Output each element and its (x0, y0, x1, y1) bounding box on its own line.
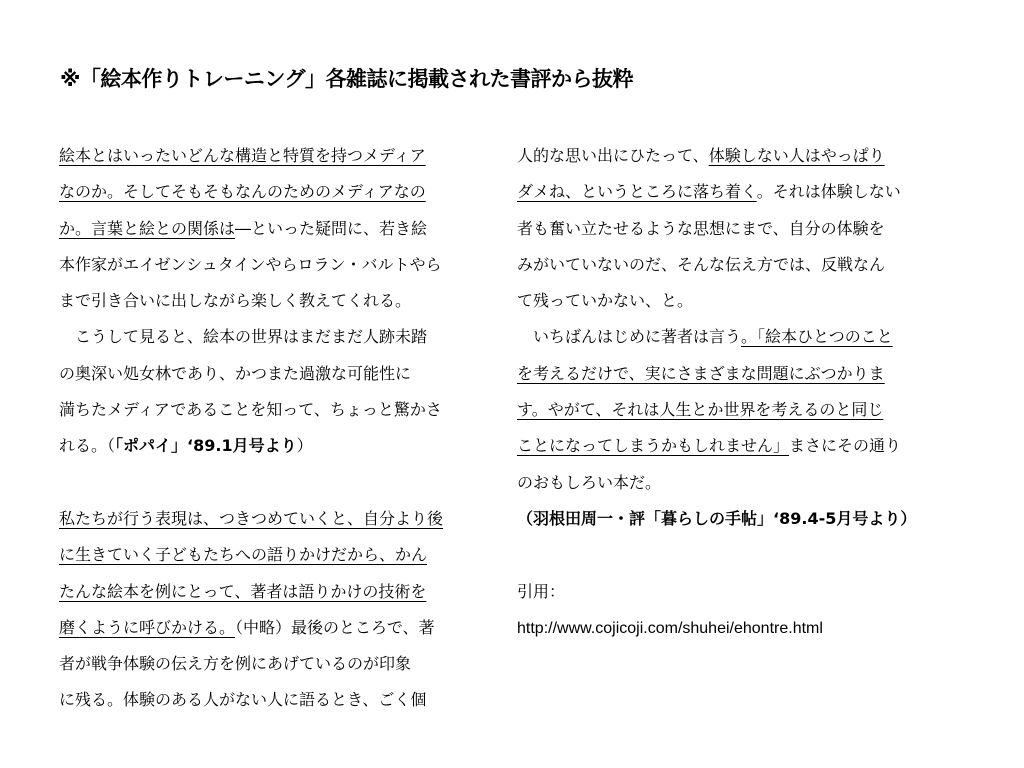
text-segment: いちばんはじめに著者は言う (517, 327, 742, 347)
review-column-right (517, 138, 949, 646)
text-line (59, 247, 491, 283)
text-line (517, 319, 949, 355)
text-line (517, 211, 949, 247)
review-column-left (59, 138, 491, 719)
text-line (59, 501, 491, 537)
underlined-text: か。言葉と絵との関係は (59, 218, 236, 238)
text-line (59, 356, 491, 392)
text-line (59, 428, 491, 464)
text-line (59, 211, 491, 247)
text-segment: 「ポパイ」‘89.1月号より (115, 436, 297, 456)
text-line (59, 138, 491, 174)
text-line (59, 537, 491, 573)
text-segment: のおもしろい本だ。 (517, 472, 662, 492)
text-line (517, 574, 949, 610)
text-line (59, 574, 491, 610)
text-segment: 羽根田周一・評「暮らしの手帖」‘89.4-5月号より (533, 508, 901, 528)
underlined-text: 絵本とはいったいどんな構造と特質を持つメディア (59, 146, 426, 165)
text-segment: まさにその通り (789, 436, 902, 456)
underlined-text: ことになってしまうかもしれません」 (517, 436, 790, 456)
text-segment: 。それは体験しない (756, 182, 901, 202)
text-line (59, 319, 491, 355)
text-segment: こうして見ると、絵本の世界はまだまだ人跡未踏 (59, 327, 428, 347)
text-segment: 引用： (517, 581, 566, 601)
text-line (517, 174, 949, 210)
underlined-text: 磨くように呼びかける。 (59, 617, 236, 637)
underlined-text: す。やがて、それは人生とか世界を考えるのと同じ (517, 400, 884, 420)
text-line (517, 465, 949, 501)
text-line (517, 356, 949, 392)
text-line (59, 465, 491, 501)
text-line (517, 537, 949, 573)
text-line (517, 283, 949, 319)
page-title: ※「絵本作りトレーニング」各雑誌に掲載された書評から抜粋 (60, 67, 633, 91)
text-segment: れる。（ (59, 436, 116, 456)
text-segment: みがいていないのだ、そんな伝え方では、反戦なん (517, 254, 886, 274)
source-url[interactable]: http://www.cojicoji.com/shuhei/ehontre.html (517, 619, 823, 637)
underlined-text: たんな絵本を例にとって、著者は語りかけの技術を (59, 581, 427, 601)
underlined-text: に生きていく子どもたちへの語りかけだから、かん (59, 545, 428, 565)
text-segment: ） (900, 508, 917, 528)
text-segment: に残る。体験のある人がない人に語るとき、ごく個 (59, 690, 427, 710)
underlined-text: を考えるだけで、実にさまざまな問題にぶつかりま (517, 363, 885, 383)
text-line (59, 682, 491, 718)
text-segment: ） (296, 436, 313, 456)
text-segment: の奥深い処女林であり、かつまた過激な可能性に (59, 363, 412, 383)
text-line (517, 392, 949, 428)
underlined-text: なのか。そしてそもそもなんのためのメディアなの (59, 182, 426, 202)
text-segment: 者が戦争体験の伝え方を例にあげているのが印象 (59, 654, 412, 674)
text-segment: まで引き合いに出しながら楽しく教えてくれる。 (59, 291, 412, 311)
underlined-text: 体験しない人はやっぱり (708, 146, 885, 165)
text-line (517, 610, 949, 646)
text-segment: （中略）最後のところで、著 (235, 617, 435, 637)
text-line (517, 428, 949, 464)
text-segment: て残っていかない、と。 (517, 291, 694, 311)
text-segment: 満ちたメディアであることを知って、ちょっと驚かさ (59, 400, 442, 420)
text-segment: 者も奮い立たせるような思想にまで、自分の体験を (517, 218, 885, 238)
text-line (59, 392, 491, 428)
text-line (517, 247, 949, 283)
text-line (59, 283, 491, 319)
text-segment: ―といった疑問に、若き絵 (235, 218, 428, 238)
underlined-text: ダメね、というところに落ち着く (517, 182, 757, 202)
underlined-text: 私たちが行う表現は、つきつめていくと、自分より後 (59, 508, 444, 528)
text-segment: 本作家がエイゼンシュタインやらロラン・バルトやら (59, 254, 442, 274)
text-line (517, 501, 949, 537)
text-segment: （ (517, 508, 534, 528)
underlined-text: 。「絵本ひとつのこと (741, 327, 893, 347)
text-line (59, 646, 491, 682)
text-line (517, 138, 949, 174)
text-line (59, 174, 491, 210)
text-segment: 人的な思い出にひたって、 (517, 146, 709, 165)
text-line (59, 610, 491, 646)
